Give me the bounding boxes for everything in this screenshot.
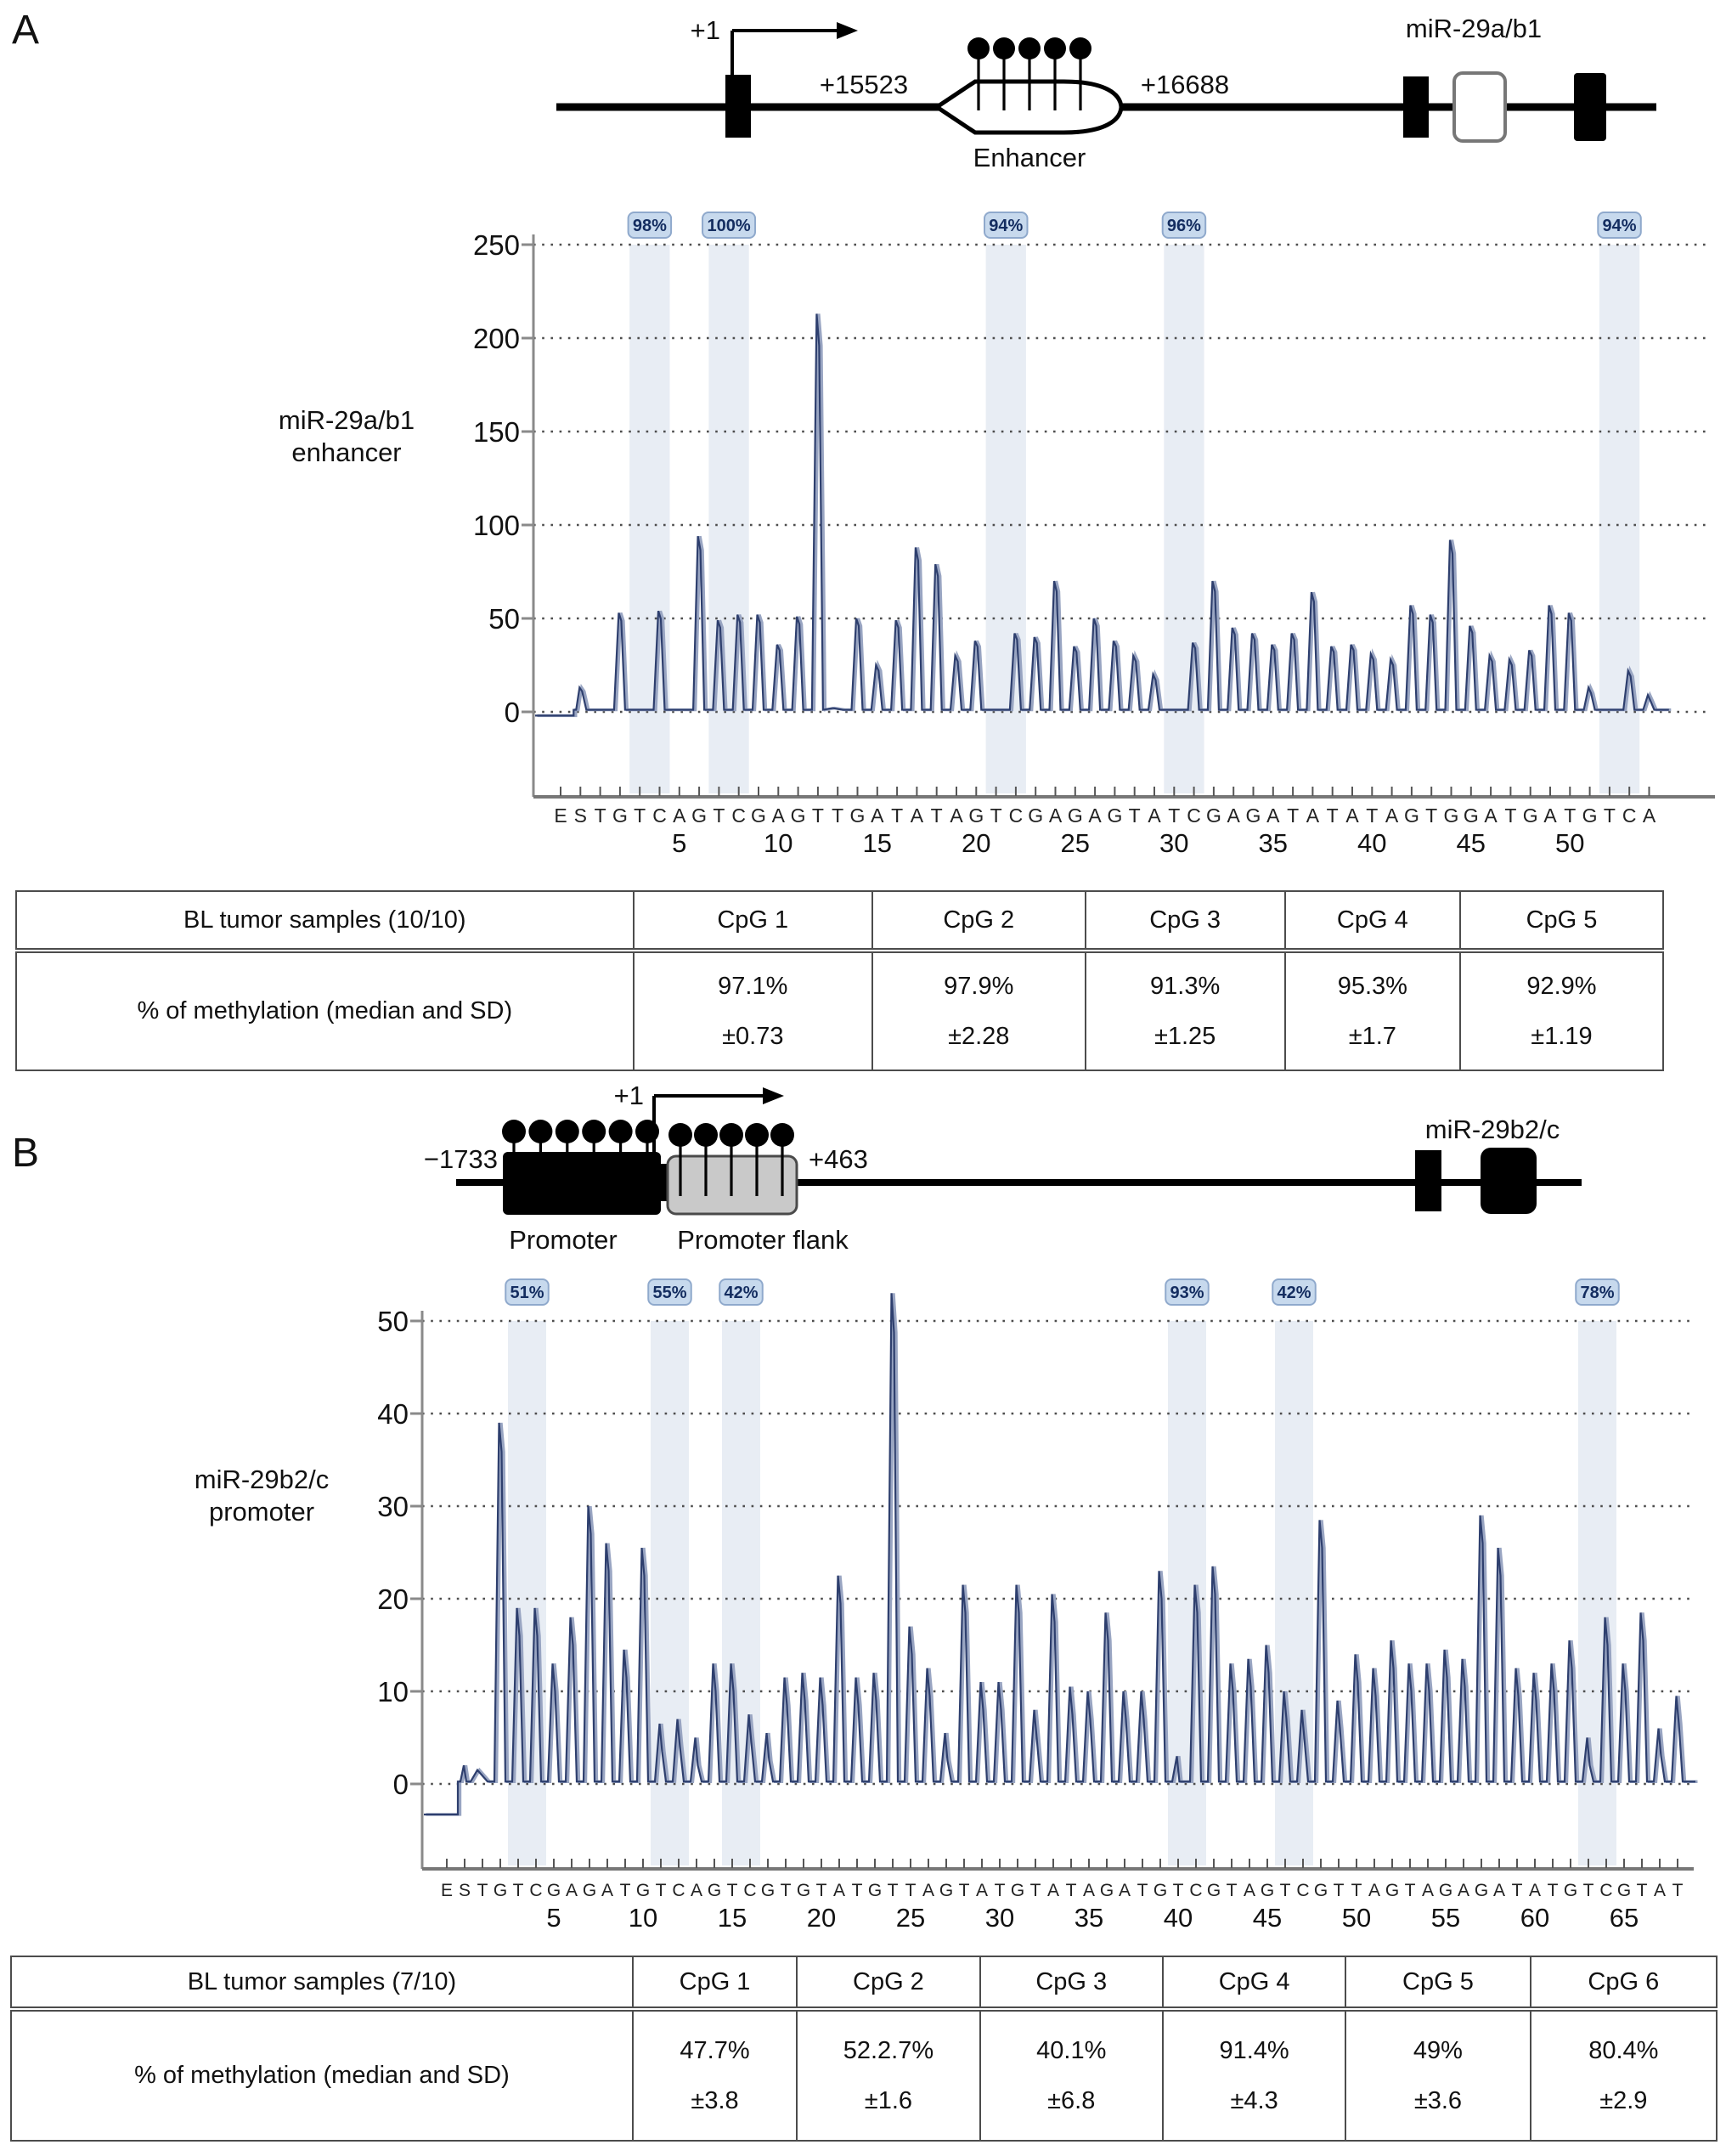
sequence-letter: G <box>1107 804 1123 827</box>
sequence-letter: A <box>1046 1881 1060 1900</box>
median-value: 49% <box>1413 2036 1463 2064</box>
methyl-cpg-circle-icon <box>582 1120 606 1143</box>
methylation-percent-label: 55% <box>652 1284 687 1302</box>
table-row-group-header: BL tumor samples (7/10) <box>11 1956 633 2009</box>
sequence-letter: G <box>1438 1881 1453 1900</box>
sd-value: ±1.7 <box>1348 1022 1396 1050</box>
table-row-label: % of methylation (median and SD) <box>16 951 634 1070</box>
sequence-letter: G <box>1010 1881 1025 1900</box>
sequence-letter: G <box>1522 804 1538 827</box>
sequence-letter: G <box>1385 1881 1400 1900</box>
x-number-label: 65 <box>1609 1903 1639 1933</box>
sequence-letter: G <box>796 1881 811 1900</box>
x-number-label: 10 <box>628 1903 658 1933</box>
table-col-header: CpG 5 <box>1460 891 1663 951</box>
methylation-value-cell <box>1285 951 1460 1070</box>
sequence-letter: T <box>1287 804 1300 827</box>
sequence-letter: G <box>612 804 628 827</box>
sequence-letter: A <box>1345 804 1359 827</box>
median-value: 80.4% <box>1588 2036 1659 2064</box>
table-col-header: CpG 2 <box>872 891 1086 951</box>
chart-a-ylabel-line2: enhancer <box>291 437 402 467</box>
table-col-header: CpG 1 <box>634 891 872 951</box>
exon-box <box>1403 76 1429 138</box>
sequence-letter: A <box>771 804 785 827</box>
sequence-letter: A <box>1227 804 1240 827</box>
y-tick-label: 20 <box>377 1583 409 1615</box>
methyl-cpg-circle-icon <box>770 1123 794 1147</box>
sequence-letter: T <box>851 1881 863 1900</box>
sequence-letter: A <box>832 1881 846 1900</box>
table-col-header: CpG 1 <box>633 1956 797 2009</box>
y-tick-label: 0 <box>504 697 520 728</box>
methyl-cpg-circle-icon <box>1018 37 1041 59</box>
x-number-label: 45 <box>1456 828 1486 858</box>
table-col-header: CpG 2 <box>797 1956 979 2009</box>
sequence-letter: T <box>1582 1881 1594 1900</box>
sequence-letter: G <box>1153 1881 1168 1900</box>
chart-b-ylabel-line1: miR-29b2/c <box>194 1465 330 1494</box>
table-col-header: CpG 4 <box>1285 891 1460 951</box>
x-number-label: 10 <box>764 828 793 858</box>
cpg-highlight-band <box>722 1321 760 1865</box>
sequence-letter: G <box>1474 1881 1489 1900</box>
methylation-percent-label: 96% <box>1166 217 1201 235</box>
methylation-table-b <box>10 1956 1718 2142</box>
enhancer-start-coord: +15523 <box>819 70 909 99</box>
sequence-letter: T <box>891 804 904 827</box>
chart-a-ylabel-line1: miR-29a/b1 <box>278 405 415 435</box>
sd-value: ±3.6 <box>1413 2086 1463 2114</box>
sequence-letter: T <box>1279 1881 1291 1900</box>
sequence-letter: A <box>1457 1881 1470 1900</box>
sequence-letter: G <box>849 804 866 827</box>
sequence-letter: G <box>1067 804 1083 827</box>
methylation-percent-label: 51% <box>510 1284 544 1302</box>
y-tick-label: 50 <box>377 1306 409 1337</box>
sequence-letter: T <box>930 804 943 827</box>
y-tick-label: 0 <box>392 1769 409 1800</box>
sequence-letter: T <box>905 1881 917 1900</box>
sequence-letter: C <box>529 1881 543 1900</box>
sequence-letter: T <box>1326 804 1339 827</box>
methylation-value-cell <box>633 2009 797 2141</box>
median-value: 95.3% <box>1337 972 1407 1000</box>
sequence-letter: A <box>1048 804 1063 827</box>
methylation-value-cell <box>1460 951 1663 1070</box>
table-col-header: CpG 5 <box>1345 1956 1530 2009</box>
chart-b-ylabel-line2: promoter <box>208 1497 315 1527</box>
sequence-letter: G <box>1099 1881 1114 1900</box>
x-number-label: 25 <box>895 1903 926 1933</box>
x-number-label: 25 <box>1060 828 1091 858</box>
x-number-label: 35 <box>1258 828 1289 858</box>
median-value: 91.3% <box>1150 972 1221 1000</box>
sequence-letter: T <box>726 1881 738 1900</box>
methylation-percent-label: 100% <box>707 217 751 235</box>
sd-value: ±2.9 <box>1599 2086 1648 2114</box>
x-number-label: 40 <box>1357 828 1387 858</box>
sequence-letter: G <box>582 1881 597 1900</box>
methylation-value-cell <box>634 951 872 1070</box>
gene-label-mir29b2c: miR-29b2/c <box>1424 1115 1560 1144</box>
pyrogram-trace-echo <box>538 313 1672 715</box>
sd-value: ±1.6 <box>864 2086 913 2114</box>
tss-box <box>725 75 751 138</box>
pyrogram-chart-mir29b2c <box>377 1279 1697 1933</box>
pyrogram-trace-echo <box>426 1293 1698 1815</box>
sequence-letter: G <box>1260 1881 1275 1900</box>
sequence-letter: G <box>691 804 708 827</box>
sequence-letter: T <box>1672 1881 1684 1900</box>
methylation-percent-label: 98% <box>632 217 667 235</box>
table-col-header: CpG 3 <box>1086 891 1285 951</box>
sequence-letter: C <box>731 804 747 827</box>
sequence-letter: T <box>990 804 1002 827</box>
x-number-label: 60 <box>1520 1903 1550 1933</box>
y-tick-label: 50 <box>488 603 520 635</box>
sequence-letter: C <box>1622 804 1637 827</box>
sequence-letter: T <box>477 1881 488 1900</box>
sequence-letter: T <box>1425 804 1438 827</box>
methylation-percent-label: 42% <box>724 1284 759 1302</box>
promoter-flank-label: Promoter flank <box>677 1225 849 1255</box>
enhancer-label: Enhancer <box>973 143 1086 172</box>
methylation-value-cell <box>797 2009 979 2141</box>
sequence-letter: A <box>922 1881 935 1900</box>
median-value: 97.9% <box>944 972 1014 1000</box>
sequence-letter: T <box>1226 1881 1238 1900</box>
x-number-label: 50 <box>1555 828 1585 858</box>
sequence-letter: G <box>1616 1881 1632 1900</box>
x-number-label: 15 <box>717 1903 747 1933</box>
sequence-letter: C <box>743 1881 757 1900</box>
sequence-letter: A <box>871 804 884 827</box>
methyl-cpg-circle-icon <box>528 1120 552 1143</box>
methylation-table <box>10 1956 1718 2142</box>
sequence-letter: G <box>635 1881 651 1900</box>
sequence-letter: C <box>1189 1881 1203 1900</box>
sequence-letter: G <box>751 804 766 827</box>
table-col-header: CpG 6 <box>1531 1956 1717 2009</box>
methylation-value-cell <box>1163 2009 1345 2141</box>
sequence-letter: G <box>1313 1881 1328 1900</box>
y-tick-label: 10 <box>377 1676 409 1707</box>
sequence-letter: C <box>1296 1881 1310 1900</box>
sequence-letter: A <box>1653 1881 1667 1900</box>
table-row-group-header: BL tumor samples (10/10) <box>16 891 634 951</box>
sequence-letter: G <box>1205 804 1221 827</box>
sequence-letter: G <box>939 1881 954 1900</box>
sequence-letter: A <box>1266 804 1280 827</box>
promoter-label: Promoter <box>509 1225 618 1255</box>
sequence-letter: T <box>1137 1881 1148 1900</box>
enhancer-end-coord: +16688 <box>1140 70 1230 99</box>
sequence-letter: A <box>1543 804 1557 827</box>
sequence-letter: T <box>1511 1881 1523 1900</box>
sequence-letter: A <box>1421 1881 1435 1900</box>
pyrogram-chart-mir29ab1 <box>473 212 1715 858</box>
exon-box <box>1415 1150 1441 1211</box>
methylation-value-cell <box>872 951 1086 1070</box>
methyl-cpg-circle-icon <box>635 1120 659 1143</box>
table-col-header: CpG 3 <box>980 1956 1163 2009</box>
sd-value: ±6.8 <box>1047 2086 1096 2114</box>
methyl-cpg-circle-icon <box>668 1123 692 1147</box>
sequence-letter: C <box>1599 1881 1613 1900</box>
sequence-letter: T <box>655 1881 667 1900</box>
sequence-letter: C <box>1008 804 1024 827</box>
methyl-cpg-circle-icon <box>1069 37 1091 59</box>
methylation-value-cell <box>980 2009 1163 2141</box>
y-tick-label: 30 <box>377 1491 409 1522</box>
sd-value: ±3.8 <box>691 2086 739 2114</box>
sequence-letter: G <box>546 1881 561 1900</box>
sequence-letter: T <box>887 1881 899 1900</box>
gene-diagram-mir29ab1 <box>556 14 1656 172</box>
sequence-letter: G <box>1028 804 1044 827</box>
sd-value: ±4.3 <box>1230 2086 1278 2114</box>
sequence-letter: A <box>910 804 924 827</box>
exon-box <box>1481 1148 1537 1214</box>
sequence-letter: T <box>512 1881 524 1900</box>
methyl-cpg-circle-icon <box>1044 37 1066 59</box>
sequence-letter: T <box>815 1881 827 1900</box>
methylation-table <box>15 890 1664 1071</box>
methylation-percent-label: 94% <box>1602 217 1637 235</box>
sequence-letter: G <box>707 1881 722 1900</box>
methyl-cpg-circle-icon <box>967 37 990 59</box>
sequence-letter: T <box>1404 1881 1416 1900</box>
sequence-letter: C <box>672 1881 685 1900</box>
x-number-label: 20 <box>962 828 991 858</box>
sequence-letter: S <box>573 804 587 827</box>
sd-value: ±0.73 <box>722 1022 784 1050</box>
methyl-cpg-circle-icon <box>745 1123 769 1147</box>
median-value: 92.9% <box>1526 972 1597 1000</box>
sequence-letter: C <box>652 804 667 827</box>
sequence-letter: T <box>1128 804 1141 827</box>
sequence-letter: T <box>634 804 646 827</box>
sd-value: ±1.19 <box>1531 1022 1593 1050</box>
sequence-letter: G <box>1206 1881 1221 1900</box>
tss-plus-one-label: +1 <box>613 1081 644 1110</box>
gene-label-mir29ab1: miR-29a/b1 <box>1405 14 1543 43</box>
sequence-letter: A <box>1243 1881 1256 1900</box>
methylation-percent-label: 78% <box>1580 1284 1615 1302</box>
sequence-letter: T <box>780 1881 792 1900</box>
table-row-label: % of methylation (median and SD) <box>11 2009 633 2141</box>
x-number-label: 40 <box>1163 1903 1193 1933</box>
sequence-letter: T <box>619 1881 631 1900</box>
sequence-letter: A <box>1385 804 1399 827</box>
y-tick-label: 40 <box>377 1398 409 1430</box>
x-number-label: 15 <box>862 828 893 858</box>
methylation-value-cell <box>1086 951 1285 1070</box>
cpg-highlight-band <box>1168 1321 1206 1865</box>
tss-arrow-head-icon <box>837 22 858 39</box>
sequence-letter: A <box>1484 804 1498 827</box>
sequence-letter: G <box>1245 804 1261 827</box>
sequence-letter: A <box>1306 804 1320 827</box>
sequence-letter: A <box>1642 804 1656 827</box>
methyl-cpg-circle-icon <box>502 1120 526 1143</box>
sequence-letter: T <box>713 804 725 827</box>
sequence-letter: A <box>975 1881 989 1900</box>
sequence-letter: A <box>1082 1881 1096 1900</box>
cpg-lollipops-promoter <box>502 1120 659 1157</box>
sequence-letter: E <box>554 804 567 827</box>
x-number-label: 20 <box>806 1903 837 1933</box>
sequence-letter: E <box>440 1881 454 1900</box>
sequence-letter: T <box>958 1881 970 1900</box>
y-tick-label: 200 <box>472 323 520 354</box>
methylation-percent-label: 94% <box>989 217 1024 235</box>
sequence-letter: A <box>950 804 963 827</box>
median-value: 47.7% <box>680 2036 750 2064</box>
sequence-letter: A <box>1528 1881 1542 1900</box>
y-tick-label: 150 <box>472 416 520 448</box>
median-value: 91.4% <box>1219 2036 1289 2064</box>
x-number-label: 30 <box>1159 828 1189 858</box>
methylation-percent-label: 42% <box>1277 1284 1311 1302</box>
methyl-cpg-circle-icon <box>556 1120 579 1143</box>
sequence-letter: G <box>1443 804 1459 827</box>
sequence-letter: A <box>1088 804 1102 827</box>
sequence-letter: G <box>1403 804 1419 827</box>
methylation-value-cell <box>1345 2009 1530 2141</box>
sequence-letter: C <box>1187 804 1201 827</box>
sequence-letter: T <box>1333 1881 1345 1900</box>
sequence-letter: G <box>1582 804 1598 827</box>
x-number-label: 30 <box>984 1903 1015 1933</box>
x-number-label: 35 <box>1074 1903 1104 1933</box>
x-number-label: 50 <box>1341 1903 1372 1933</box>
methylation-table-a <box>15 890 1664 1071</box>
median-value: 52.2.7% <box>843 2036 934 2064</box>
x-number-label: 5 <box>546 1903 561 1933</box>
methyl-cpg-circle-icon <box>694 1123 718 1147</box>
methyl-cpg-circle-icon <box>993 37 1015 59</box>
median-value: 40.1% <box>1036 2036 1107 2064</box>
sequence-letter: T <box>1172 1881 1184 1900</box>
sequence-letter: T <box>832 804 844 827</box>
methylation-value-cell <box>1531 2009 1717 2141</box>
sequence-letter: T <box>594 804 606 827</box>
sequence-letter: A <box>601 1881 614 1900</box>
sequence-letter: T <box>994 1881 1006 1900</box>
sequence-letter: T <box>1564 804 1577 827</box>
sequence-letter: A <box>565 1881 578 1900</box>
sequence-letter: G <box>1463 804 1479 827</box>
sequence-letter: G <box>760 1881 776 1900</box>
flank-end-coord: +463 <box>809 1144 868 1174</box>
sequence-letter: A <box>1118 1881 1131 1900</box>
sequence-letter: T <box>1603 804 1616 827</box>
x-number-label: 45 <box>1252 1903 1283 1933</box>
mirna-box <box>1454 73 1505 141</box>
table-col-header: CpG 4 <box>1163 1956 1345 2009</box>
sequence-letter: G <box>867 1881 883 1900</box>
sequence-letter: T <box>1168 804 1181 827</box>
sequence-letter: A <box>673 804 686 827</box>
sequence-letter: T <box>1547 1881 1559 1900</box>
panel-b-label: B <box>12 1131 40 1176</box>
methylation-percent-label: 93% <box>1170 1284 1204 1302</box>
median-value: 97.1% <box>718 972 788 1000</box>
tss-arrow-head-icon <box>763 1087 784 1104</box>
sequence-letter: A <box>1368 1881 1381 1900</box>
sequence-letter: T <box>1366 804 1379 827</box>
gene-diagram-mir29b2c <box>424 1081 1582 1255</box>
x-number-label: 55 <box>1430 1903 1461 1933</box>
sequence-letter: A <box>1492 1881 1506 1900</box>
methyl-cpg-circle-icon <box>719 1123 743 1147</box>
tss-plus-one-label: +1 <box>690 15 720 45</box>
exon-box <box>1574 73 1606 141</box>
sequence-letter: G <box>790 804 806 827</box>
promoter-box <box>503 1152 661 1215</box>
sequence-letter: T <box>1636 1881 1648 1900</box>
sequence-letter: T <box>811 804 824 827</box>
x-number-label: 5 <box>672 828 687 858</box>
y-tick-label: 250 <box>472 229 520 261</box>
promoter-start-coord: −1733 <box>423 1144 498 1174</box>
y-tick-label: 100 <box>472 510 520 541</box>
methyl-cpg-circle-icon <box>609 1120 633 1143</box>
sequence-letter: A <box>690 1881 703 1900</box>
panel-a-label: A <box>12 8 40 53</box>
sequence-letter: G <box>493 1881 508 1900</box>
sequence-letter: A <box>1148 804 1161 827</box>
sequence-letter: T <box>1065 1881 1077 1900</box>
sequence-letter: T <box>1504 804 1517 827</box>
sequence-letter: G <box>968 804 984 827</box>
sequence-letter: T <box>1351 1881 1362 1900</box>
sequence-letter: T <box>1029 1881 1041 1900</box>
sequence-letter: G <box>1563 1881 1578 1900</box>
sequence-letter: S <box>458 1881 471 1900</box>
sd-value: ±1.25 <box>1153 1022 1216 1050</box>
sd-value: ±2.28 <box>948 1022 1010 1050</box>
